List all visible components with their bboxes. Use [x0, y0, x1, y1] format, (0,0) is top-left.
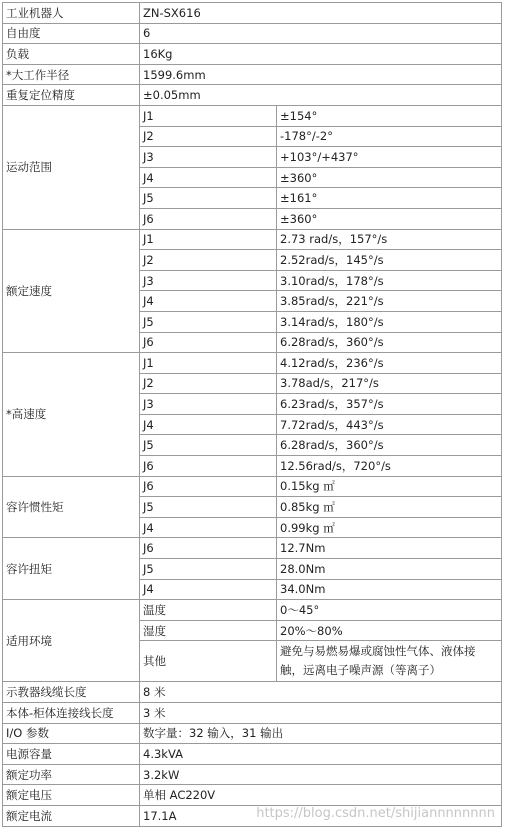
spec-value: 4.3kVA	[140, 744, 502, 765]
spec-sub-label: J4	[140, 517, 277, 538]
spec-row	[3, 682, 502, 703]
spec-group-row	[3, 229, 502, 250]
spec-sub-label: J5	[140, 188, 277, 209]
spec-table-body	[3, 3, 502, 827]
spec-sub-value: 3.14rad/s，180°/s	[277, 311, 502, 332]
spec-row	[3, 23, 502, 44]
spec-sub-label: J6	[140, 538, 277, 559]
spec-sub-value: 12.56rad/s，720°/s	[277, 456, 502, 477]
spec-sub-value: ±154°	[277, 105, 502, 126]
spec-sub-value: 28.0Nm	[277, 559, 502, 580]
spec-sub-value: 避免与易燃易爆或腐蚀性气体、液体接触，远离电子噪声源（等离子）	[277, 641, 502, 682]
spec-sub-value: 34.0Nm	[277, 579, 502, 600]
spec-sub-value: 3.78ad/s，217°/s	[277, 373, 502, 394]
spec-sub-label: J6	[140, 332, 277, 353]
spec-label: 工业机器人	[3, 3, 140, 24]
spec-sub-label: J5	[140, 497, 277, 518]
spec-group-row	[3, 538, 502, 559]
spec-sub-value: 0.15kg ㎡	[277, 476, 502, 497]
spec-value: 6	[140, 23, 502, 44]
spec-sub-label: J4	[140, 291, 277, 312]
spec-sub-value: 6.23rad/s，357°/s	[277, 394, 502, 415]
spec-sub-label: J1	[140, 353, 277, 374]
spec-group-label: 容许扭矩	[3, 538, 140, 600]
spec-value: 3.2kW	[140, 764, 502, 785]
spec-sub-label: J5	[140, 311, 277, 332]
spec-sub-value: 0～45°	[277, 600, 502, 621]
spec-row	[3, 703, 502, 724]
spec-group-row	[3, 105, 502, 126]
spec-row	[3, 85, 502, 106]
spec-sub-label: J1	[140, 105, 277, 126]
spec-sub-value: 7.72rad/s，443°/s	[277, 414, 502, 435]
spec-sub-value: ±360°	[277, 167, 502, 188]
spec-sub-label: J1	[140, 229, 277, 250]
spec-sub-value: 6.28rad/s，360°/s	[277, 435, 502, 456]
spec-row	[3, 3, 502, 24]
spec-label: 额定电流	[3, 805, 140, 826]
spec-group-label: 额定速度	[3, 229, 140, 353]
spec-value: ±0.05mm	[140, 85, 502, 106]
spec-sub-value: 0.85kg ㎡	[277, 497, 502, 518]
spec-label: 额定功率	[3, 764, 140, 785]
spec-sub-value: ±360°	[277, 208, 502, 229]
spec-sub-label: 湿度	[140, 620, 277, 641]
spec-sub-label: J4	[140, 579, 277, 600]
spec-row	[3, 723, 502, 744]
spec-sub-label: 其他	[140, 641, 277, 682]
spec-sub-label: J2	[140, 373, 277, 394]
spec-row	[3, 785, 502, 806]
spec-value: 数字量：32 输入，31 输出	[140, 723, 502, 744]
spec-row	[3, 44, 502, 65]
spec-group-row	[3, 353, 502, 374]
spec-label: *大工作半径	[3, 64, 140, 85]
spec-sub-value: 3.10rad/s，178°/s	[277, 270, 502, 291]
spec-label: 电源容量	[3, 744, 140, 765]
spec-value: 1599.6mm	[140, 64, 502, 85]
spec-label: 本体-柜体连接线长度	[3, 703, 140, 724]
spec-label: 自由度	[3, 23, 140, 44]
spec-sub-value: ±161°	[277, 188, 502, 209]
spec-sub-label: J6	[140, 208, 277, 229]
spec-sub-label: J3	[140, 147, 277, 168]
spec-label: 额定电压	[3, 785, 140, 806]
spec-group-label: 运动范围	[3, 105, 140, 229]
spec-value: 8 米	[140, 682, 502, 703]
spec-sub-label: 温度	[140, 600, 277, 621]
spec-sub-label: J2	[140, 126, 277, 147]
spec-sub-label: J5	[140, 435, 277, 456]
spec-row	[3, 744, 502, 765]
spec-row	[3, 64, 502, 85]
spec-sub-label: J4	[140, 414, 277, 435]
spec-sub-label: J3	[140, 394, 277, 415]
spec-sub-value: -178°/-2°	[277, 126, 502, 147]
spec-value: 17.1A	[140, 805, 502, 826]
spec-sub-label: J2	[140, 250, 277, 271]
spec-sub-label: J4	[140, 167, 277, 188]
spec-value: 单相 AC220V	[140, 785, 502, 806]
spec-sub-value: 2.52rad/s，145°/s	[277, 250, 502, 271]
spec-sub-label: J5	[140, 559, 277, 580]
spec-group-row	[3, 600, 502, 621]
spec-sub-value: 3.85rad/s，221°/s	[277, 291, 502, 312]
spec-label: 示教器线缆长度	[3, 682, 140, 703]
spec-sub-value: 20%～80%	[277, 620, 502, 641]
spec-sub-value: 6.28rad/s，360°/s	[277, 332, 502, 353]
spec-table	[2, 2, 502, 827]
spec-sub-label: J3	[140, 270, 277, 291]
spec-value: 16Kg	[140, 44, 502, 65]
spec-sub-value: 2.73 rad/s，157°/s	[277, 229, 502, 250]
spec-sub-value: 0.99kg ㎡	[277, 517, 502, 538]
spec-value: ZN-SX616	[140, 3, 502, 24]
spec-group-label: *高速度	[3, 353, 140, 477]
watermark: https://blog.csdn.net/shijiannnnnnnn	[256, 806, 495, 821]
spec-sub-value: +103°/+437°	[277, 147, 502, 168]
spec-value: 3 米	[140, 703, 502, 724]
spec-label: 负载	[3, 44, 140, 65]
spec-group-row	[3, 476, 502, 497]
spec-sub-label: J6	[140, 456, 277, 477]
spec-row	[3, 764, 502, 785]
spec-label: 重复定位精度	[3, 85, 140, 106]
spec-sub-label: J6	[140, 476, 277, 497]
spec-sub-value: 12.7Nm	[277, 538, 502, 559]
spec-label: I/O 参数	[3, 723, 140, 744]
spec-sub-value: 4.12rad/s，236°/s	[277, 353, 502, 374]
spec-group-label: 容许惯性矩	[3, 476, 140, 538]
spec-group-label: 适用环境	[3, 600, 140, 682]
